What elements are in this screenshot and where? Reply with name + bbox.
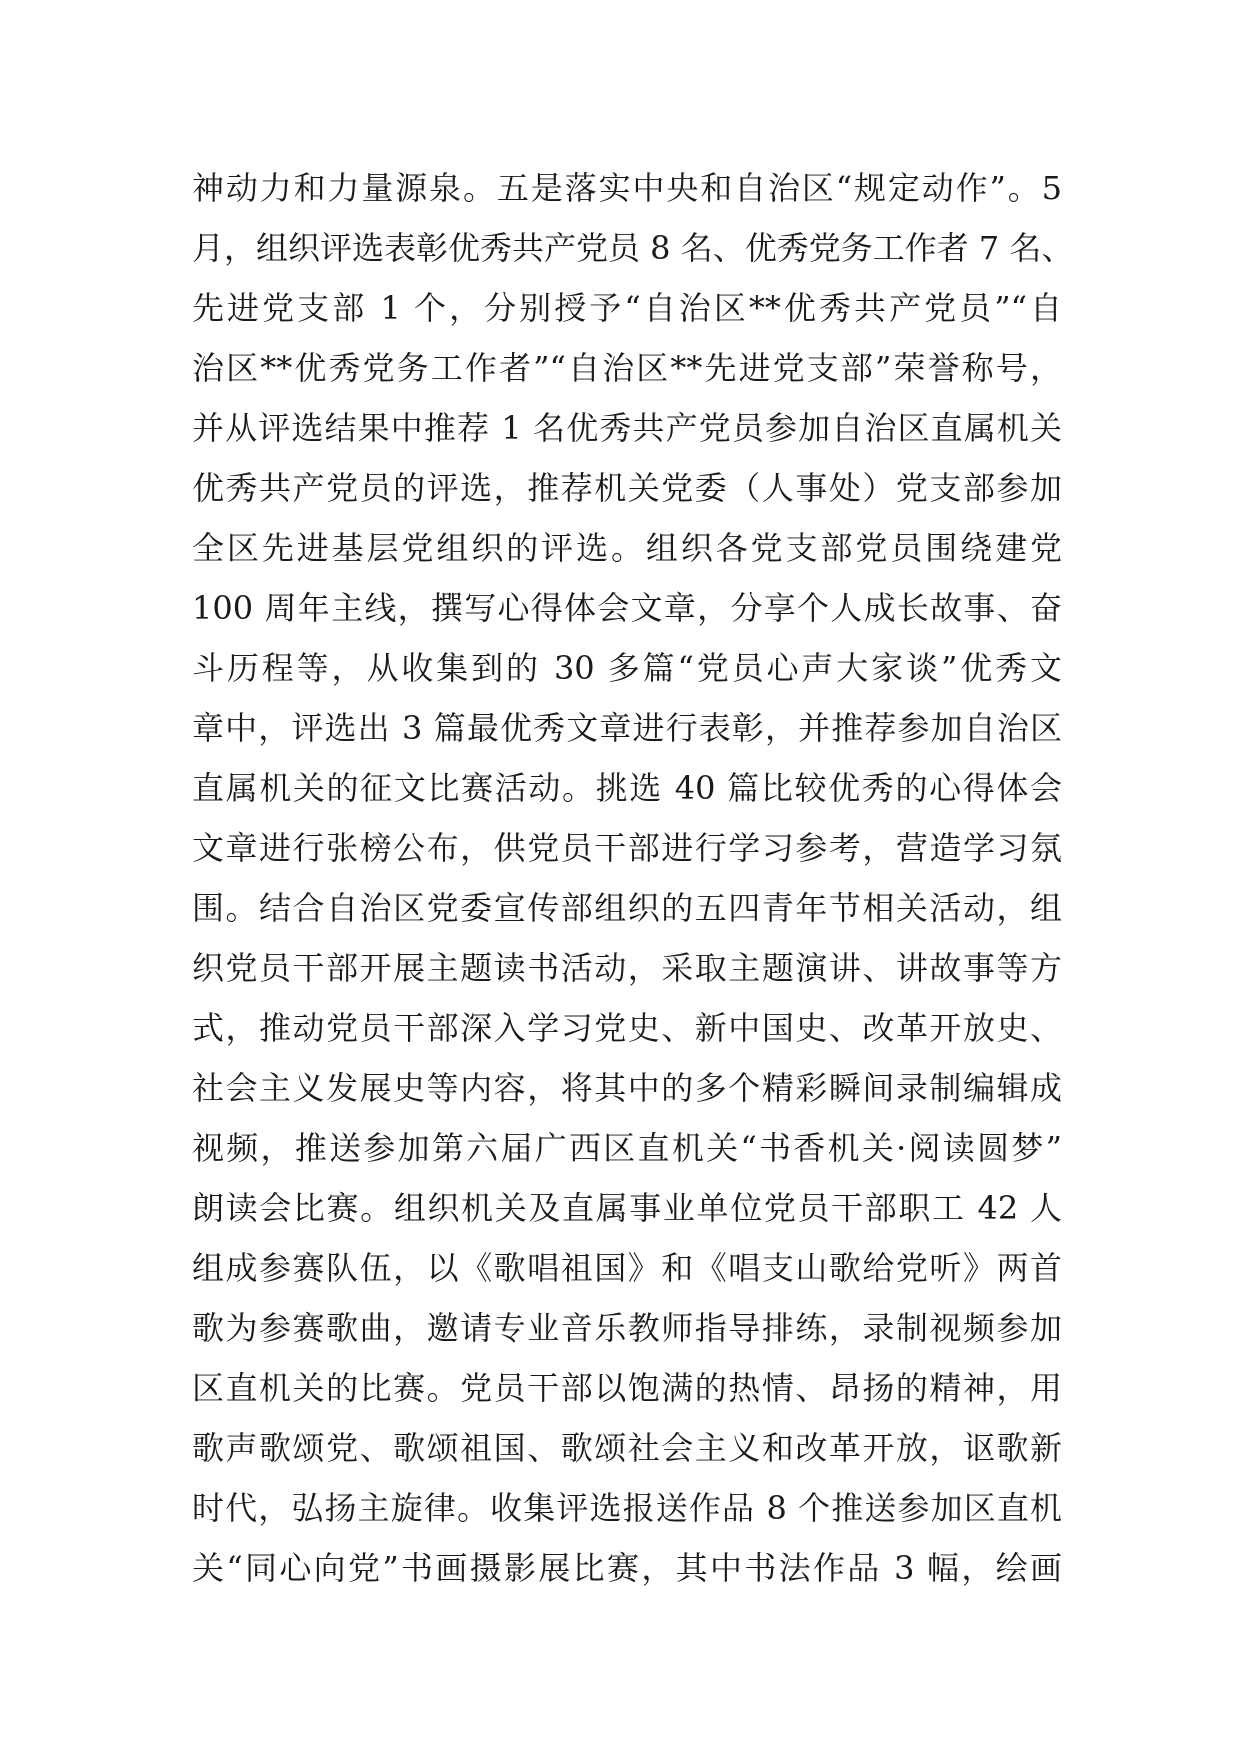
- text-line: 式，推动党员干部深入学习党史、新中国史、改革开放史、: [192, 1009, 1062, 1047]
- text-line: 社会主义发展史等内容，将其中的多个精彩瞬间录制编辑成: [192, 1069, 1062, 1107]
- text-line: 关“同心向党”书画摄影展比赛，其中书法作品 3 幅，绘画: [192, 1549, 1062, 1587]
- text-line: 朗读会比赛。组织机关及直属事业单位党员干部职工 42 人: [192, 1189, 1062, 1227]
- text-line: 织党员干部开展主题读书活动，采取主题演讲、讲故事等方: [192, 949, 1062, 987]
- text-line: 治区**优秀党务工作者”“自治区**先进党支部”荣誉称号，: [192, 349, 1062, 387]
- text-line: 直属机关的征文比赛活动。挑选 40 篇比较优秀的心得体会: [192, 769, 1062, 807]
- text-line: 组成参赛队伍，以《歌唱祖国》和《唱支山歌给党听》两首: [192, 1249, 1062, 1287]
- text-line: 时代，弘扬主旋律。收集评选报送作品 8 个推送参加区直机: [192, 1489, 1062, 1527]
- text-line: 先进党支部 1 个，分别授予“自治区**优秀共产党员”“自: [192, 289, 1062, 327]
- text-line: 区直机关的比赛。党员干部以饱满的热情、昂扬的精神，用: [192, 1369, 1062, 1407]
- text-line: 全区先进基层党组织的评选。组织各党支部党员围绕建党: [192, 529, 1062, 567]
- text-line: 文章进行张榜公布，供党员干部进行学习参考，营造学习氛: [192, 829, 1062, 867]
- text-line: 歌为参赛歌曲，邀请专业音乐教师指导排练，录制视频参加: [192, 1309, 1062, 1347]
- text-line: 章中，评选出 3 篇最优秀文章进行表彰，并推荐参加自治区: [192, 709, 1062, 747]
- text-line: 视频，推送参加第六届广西区直机关“书香机关·阅读圆梦”: [192, 1129, 1062, 1167]
- text-line: 歌声歌颂党、歌颂祖国、歌颂社会主义和改革开放，讴歌新: [192, 1429, 1062, 1467]
- text-line: 优秀共产党员的评选，推荐机关党委（人事处）党支部参加: [192, 469, 1062, 507]
- text-line: 月，组织评选表彰优秀共产党员 8 名、优秀党务工作者 7 名、: [192, 229, 1074, 267]
- text-line: 围。结合自治区党委宣传部组织的五四青年节相关活动，组: [192, 889, 1062, 927]
- text-line: 100 周年主线，撰写心得体会文章，分享个人成长故事、奋: [192, 589, 1062, 627]
- text-line: 斗历程等，从收集到的 30 多篇“党员心声大家谈”优秀文: [192, 649, 1062, 687]
- text-line: 神动力和力量源泉。五是落实中央和自治区“规定动作”。5: [192, 169, 1062, 207]
- text-line: 并从评选结果中推荐 1 名优秀共产党员参加自治区直属机关: [192, 409, 1062, 447]
- body-paragraph: [192, 158, 1074, 1598]
